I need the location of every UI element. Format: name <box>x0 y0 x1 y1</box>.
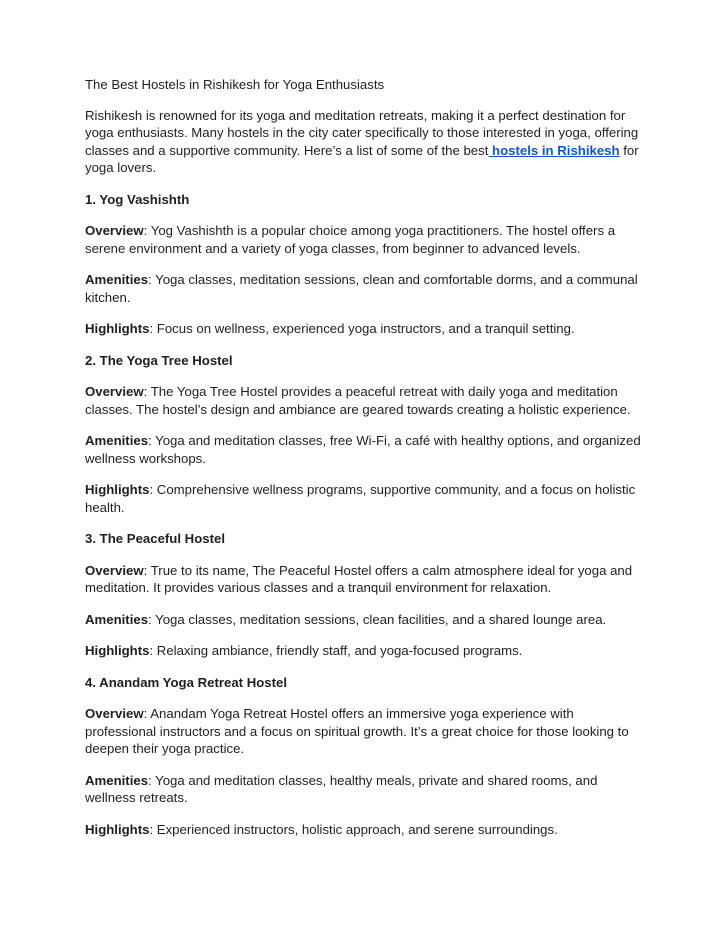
document-title: The Best Hostels in Rishikesh for Yoga Enthusiasts <box>85 77 385 92</box>
highlights-label: Highlights <box>85 482 150 497</box>
highlights-paragraph <box>85 320 645 338</box>
overview-paragraph <box>85 222 645 257</box>
amenities-label: Amenities <box>85 272 149 287</box>
overview-text: : True to its name, The Peaceful Hostel offers a calm atmosphere ideal for yoga and meditation. It provides various classes and a tranquil environment for relaxation. <box>85 562 633 595</box>
overview-label: Overview <box>85 562 144 578</box>
highlights-label: Highlights <box>85 321 150 336</box>
overview-paragraph <box>85 705 645 758</box>
highlights-text: : Comprehensive wellness programs, supportive community, and a focus on holistic health. <box>85 482 636 515</box>
amenities-label: Amenities <box>85 433 149 448</box>
highlights-label: Highlights <box>85 643 150 658</box>
overview-label: Overview <box>85 706 144 721</box>
amenities-paragraph <box>85 432 645 467</box>
overview-text: : Yog Vashishth is a popular choice among yoga practitioners. The hostel offers a serene environment and a variety of yoga classes, from beginner to advanced levels. <box>85 223 616 256</box>
section-heading-yog-vashishth: 1. Yog Vashishth <box>85 191 190 207</box>
highlights-label: Highlights <box>85 821 150 837</box>
overview-paragraph <box>85 383 645 418</box>
document-page <box>85 76 645 852</box>
overview-text: : The Yoga Tree Hostel provides a peaceful retreat with daily yoga and meditation classes. The hostel’s design and ambiance are geared towards creating a holistic experience. <box>85 384 631 417</box>
intro-paragraph <box>85 107 645 177</box>
hostels-in-rishikesh-link[interactable]: hostels in Rishikesh <box>488 142 620 158</box>
overview-paragraph <box>85 562 645 597</box>
overview-label: Overview <box>85 223 144 238</box>
overview-label: Overview <box>85 384 144 399</box>
highlights-paragraph <box>85 481 645 516</box>
amenities-text: : Yoga and meditation classes, free Wi-Fi, a café with healthy options, and organized wellness workshops. <box>85 433 641 466</box>
amenities-paragraph <box>85 271 645 306</box>
amenities-text: : Yoga and meditation classes, healthy meals, private and shared rooms, and wellness retreats. <box>85 772 598 805</box>
intro-text: Rishikesh is renowned for its yoga and meditation retreats, making it a perfect destination for yoga enthusiasts. Many hostels in the city cater specifically to those interested in yoga, offering classes and a supportive community. Here’s a list of some of the best <box>85 107 639 158</box>
highlights-paragraph <box>85 642 645 660</box>
highlights-text: : Relaxing ambiance, friendly staff, and yoga-focused programs. <box>149 643 523 658</box>
amenities-paragraph <box>85 611 645 629</box>
section-heading-anandam-yoga-retreat-hostel: 4. Anandam Yoga Retreat Hostel <box>85 674 288 690</box>
intro-text-end: for yoga lovers. <box>85 142 639 175</box>
amenities-text: : Yoga classes, meditation sessions, clean facilities, and a shared lounge area. <box>148 611 607 627</box>
amenities-text: : Yoga classes, meditation sessions, clean and comfortable dorms, and a communal kitchen. <box>85 272 638 305</box>
amenities-label: Amenities <box>85 611 149 627</box>
overview-text: : Anandam Yoga Retreat Hostel offers an immersive yoga experience with professional instructors and a focus on spiritual growth. It’s a great choice for those looking to deepen their yoga practice. <box>85 706 629 756</box>
section-heading-yoga-tree-hostel: 2. The Yoga Tree Hostel <box>85 352 233 368</box>
amenities-paragraph <box>85 772 645 807</box>
highlights-paragraph <box>85 821 645 839</box>
highlights-text: : Focus on wellness, experienced yoga instructors, and a tranquil setting. <box>149 321 575 336</box>
amenities-label: Amenities <box>85 772 149 788</box>
section-heading-peaceful-hostel: 3. The Peaceful Hostel <box>85 531 225 546</box>
highlights-text: : Experienced instructors, holistic approach, and serene surroundings. <box>149 821 558 837</box>
